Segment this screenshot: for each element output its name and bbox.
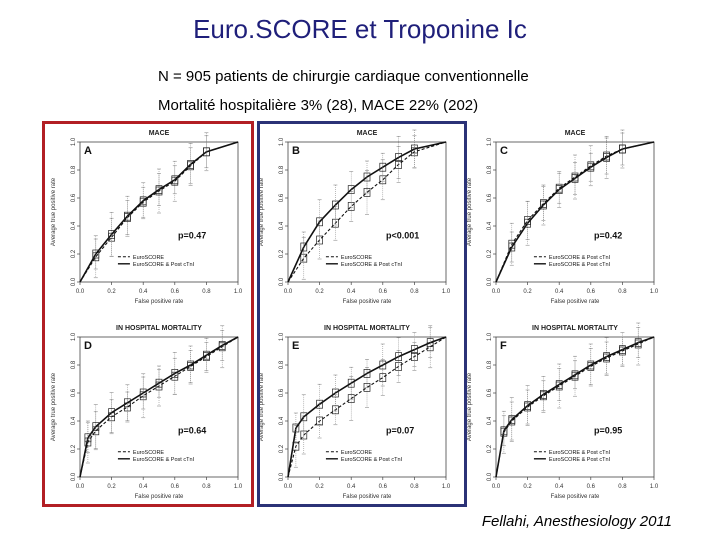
y-tick-label: 0.8 xyxy=(71,165,77,175)
y-tick-label: 0.4 xyxy=(487,221,493,231)
x-axis-label: False positive rate xyxy=(550,299,600,305)
panel-title: MACE xyxy=(356,130,378,137)
y-tick-label: 0.4 xyxy=(487,416,493,426)
p-value-annotation: p=0.42 xyxy=(593,230,623,241)
x-tick-label: 0.6 xyxy=(378,289,387,295)
panel-title: MACE xyxy=(148,130,170,137)
y-tick-label: 1.0 xyxy=(71,332,77,342)
x-tick-label: 0.2 xyxy=(315,484,324,490)
p-value-annotation: p=0.47 xyxy=(177,230,207,241)
x-tick-label: 0.6 xyxy=(170,484,179,490)
x-axis-label: False positive rate xyxy=(342,494,392,500)
y-tick-label: 1.0 xyxy=(487,332,493,342)
y-axis-label: Average true positive rate xyxy=(259,177,265,247)
y-axis-label: Average true positive rate xyxy=(467,177,473,247)
p-value-annotation: p<0.001 xyxy=(385,230,420,241)
y-tick-label: 0.6 xyxy=(279,193,285,203)
legend-label: EuroSCORE xyxy=(132,254,165,261)
y-tick-label: 0.6 xyxy=(71,193,77,203)
panel-title: MACE xyxy=(564,130,586,137)
y-tick-label: 0.0 xyxy=(279,472,285,482)
x-axis-label: False positive rate xyxy=(134,494,184,500)
x-tick-label: 0.0 xyxy=(283,289,293,295)
x-tick-label: 0.8 xyxy=(410,289,419,295)
y-tick-label: 0.8 xyxy=(279,360,285,370)
x-tick-label: 0.2 xyxy=(523,484,532,490)
x-tick-label: 1.0 xyxy=(649,289,659,295)
y-tick-label: 1.0 xyxy=(487,137,493,147)
x-tick-label: 0.6 xyxy=(586,289,595,295)
y-axis-label: Average true positive rate xyxy=(51,177,57,247)
y-axis-label: Average true positive rate xyxy=(467,372,473,442)
x-tick-label: 0.0 xyxy=(283,484,293,490)
x-tick-label: 0.4 xyxy=(347,289,356,295)
x-axis-label: False positive rate xyxy=(342,299,392,305)
y-tick-label: 1.0 xyxy=(279,332,285,342)
x-tick-label: 0.4 xyxy=(555,289,564,295)
y-tick-label: 0.8 xyxy=(487,165,493,175)
x-tick-label: 1.0 xyxy=(649,484,659,490)
y-tick-label: 0.4 xyxy=(71,416,77,426)
panel-title: IN HOSPITAL MORTALITY xyxy=(116,325,202,332)
y-tick-label: 0.6 xyxy=(279,388,285,398)
x-tick-label: 0.6 xyxy=(378,484,387,490)
x-tick-label: 0.2 xyxy=(107,289,116,295)
x-tick-label: 1.0 xyxy=(441,484,451,490)
citation: Fellahi, Anesthesiology 2011 xyxy=(481,513,672,530)
x-tick-label: 0.8 xyxy=(202,289,211,295)
x-tick-label: 0.4 xyxy=(555,484,564,490)
y-tick-label: 0.2 xyxy=(279,249,285,259)
y-axis-label: Average true positive rate xyxy=(51,372,57,442)
legend-label: EuroSCORE & Post cTnI xyxy=(548,456,611,463)
x-tick-label: 0.8 xyxy=(410,484,419,490)
legend-label: EuroSCORE & Post cTnI xyxy=(132,456,195,463)
roc-panel-c xyxy=(467,130,659,305)
y-tick-label: 0.0 xyxy=(487,277,493,287)
legend-label: EuroSCORE & Post cTnI xyxy=(340,456,403,463)
x-tick-label: 0.4 xyxy=(347,484,356,490)
y-tick-label: 1.0 xyxy=(279,137,285,147)
x-tick-label: 1.0 xyxy=(233,484,243,490)
y-tick-label: 0.0 xyxy=(71,277,77,287)
legend-label: EuroSCORE xyxy=(340,254,373,261)
y-tick-label: 0.2 xyxy=(71,249,77,259)
x-tick-label: 0.0 xyxy=(491,289,501,295)
x-tick-label: 0.2 xyxy=(107,484,116,490)
y-tick-label: 0.6 xyxy=(487,193,493,203)
panel-title: IN HOSPITAL MORTALITY xyxy=(324,325,410,332)
y-tick-label: 0.8 xyxy=(71,360,77,370)
y-tick-label: 0.2 xyxy=(279,444,285,454)
x-tick-label: 0.8 xyxy=(202,484,211,490)
x-tick-label: 0.8 xyxy=(618,289,627,295)
roc-panel-f xyxy=(467,323,659,500)
y-tick-label: 0.8 xyxy=(279,165,285,175)
x-tick-label: 0.6 xyxy=(170,289,179,295)
y-tick-label: 0.0 xyxy=(279,277,285,287)
x-axis-label: False positive rate xyxy=(550,494,600,500)
x-tick-label: 0.0 xyxy=(75,484,85,490)
y-tick-label: 0.4 xyxy=(279,416,285,426)
y-tick-label: 0.0 xyxy=(71,472,77,482)
x-tick-label: 0.0 xyxy=(491,484,501,490)
p-value-annotation: p=0.07 xyxy=(385,425,415,436)
outcome-summary: Mortalité hospitalière 3% (28), MACE 22% (202) xyxy=(158,97,479,114)
legend-label: EuroSCORE & Post cTnI xyxy=(132,261,195,268)
panel-letter: D xyxy=(84,340,92,352)
y-tick-label: 0.8 xyxy=(487,360,493,370)
y-tick-label: 0.6 xyxy=(487,388,493,398)
x-tick-label: 1.0 xyxy=(233,289,243,295)
legend-label: EuroSCORE xyxy=(132,449,165,456)
x-tick-label: 0.8 xyxy=(618,484,627,490)
panel-letter: C xyxy=(500,145,508,157)
y-axis-label: Average true positive rate xyxy=(259,372,265,442)
highlight-frame-middle xyxy=(257,121,467,507)
y-tick-label: 0.2 xyxy=(487,249,493,259)
x-tick-label: 0.0 xyxy=(75,289,85,295)
legend-label: EuroSCORE xyxy=(340,449,373,456)
panel-letter: A xyxy=(84,145,92,157)
legend-label: EuroSCORE & Post cTnI xyxy=(548,449,611,456)
panel-title: IN HOSPITAL MORTALITY xyxy=(532,325,618,332)
y-tick-label: 0.2 xyxy=(71,444,77,454)
y-tick-label: 0.4 xyxy=(71,221,77,231)
cohort-description: N = 905 patients de chirurgie cardiaque conventionnelle xyxy=(158,68,529,85)
panel-letter: B xyxy=(292,145,300,157)
x-tick-label: 0.6 xyxy=(586,484,595,490)
x-axis-label: False positive rate xyxy=(134,299,184,305)
panel-letter: F xyxy=(500,340,507,352)
y-tick-label: 0.2 xyxy=(487,444,493,454)
x-tick-label: 0.4 xyxy=(139,484,148,490)
y-tick-label: 0.4 xyxy=(279,221,285,231)
p-value-annotation: p=0.64 xyxy=(177,425,207,436)
legend-label: EuroSCORE & Post cTnI xyxy=(548,254,611,261)
x-tick-label: 0.2 xyxy=(315,289,324,295)
slide-title: Euro.SCORE et Troponine Ic xyxy=(193,14,527,44)
x-tick-label: 0.2 xyxy=(523,289,532,295)
legend-label: EuroSCORE & Post cTnI xyxy=(340,261,403,268)
panel-letter: E xyxy=(292,340,300,352)
x-tick-label: 1.0 xyxy=(441,289,451,295)
p-value-annotation: p=0.95 xyxy=(593,425,623,436)
legend-label: EuroSCORE & Post cTnI xyxy=(548,261,611,268)
y-tick-label: 1.0 xyxy=(71,137,77,147)
y-tick-label: 0.0 xyxy=(487,472,493,482)
highlight-frame-left xyxy=(42,121,254,507)
y-tick-label: 0.6 xyxy=(71,388,77,398)
x-tick-label: 0.4 xyxy=(139,289,148,295)
